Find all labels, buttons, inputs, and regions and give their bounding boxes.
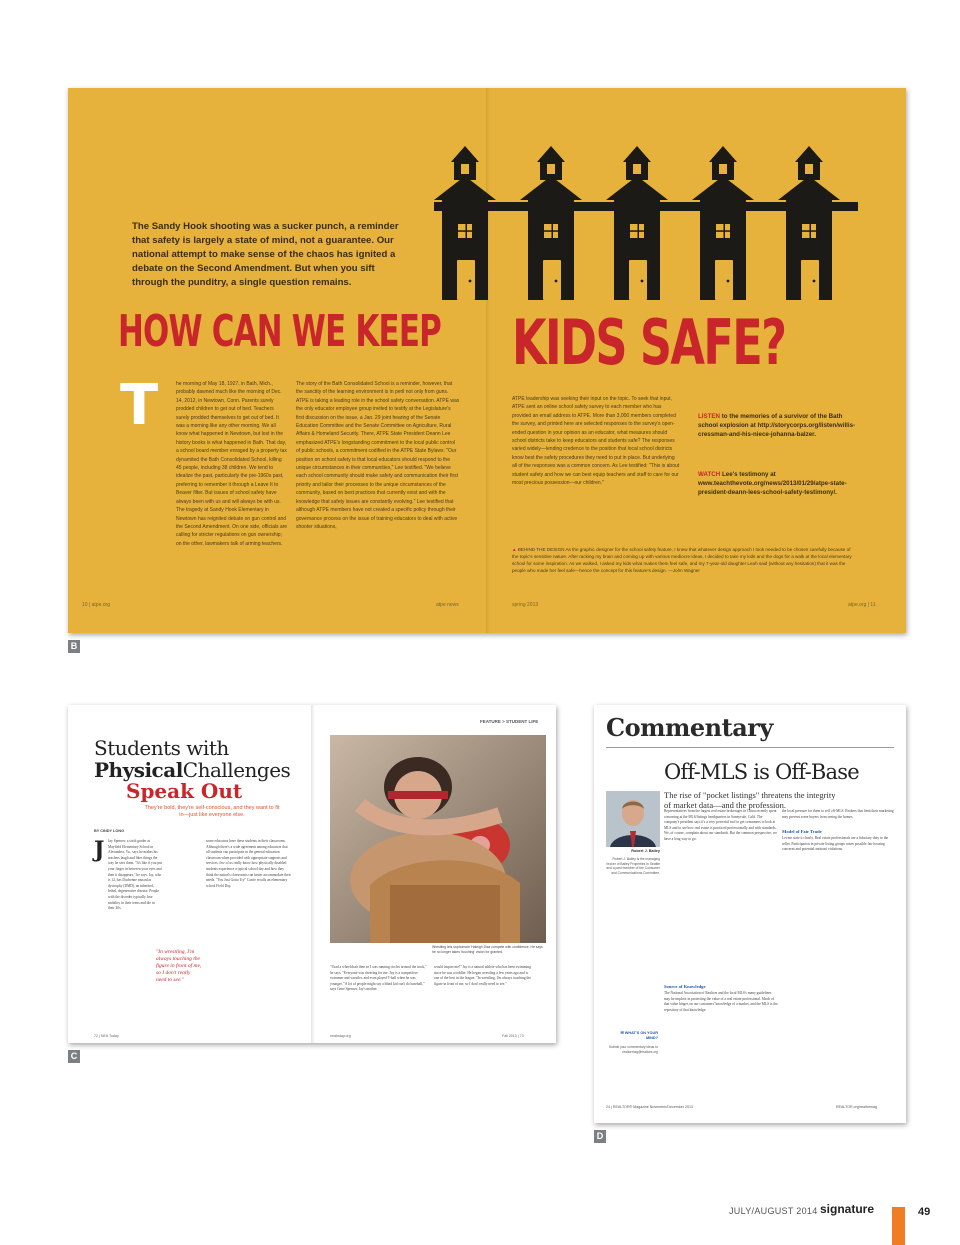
photo-caption: Wrestling lets sophomore Haleigh Diaz compete with confidence. He says he no longer takes 'touching' vision for granted. xyxy=(432,945,543,954)
drop-cap: J xyxy=(94,837,105,863)
folio-left: 72 | NEA Today xyxy=(94,1034,119,1038)
article-dek: The rise of "pocket listings" threatens the integrity of market data—and the profession. xyxy=(664,790,836,810)
spread-c-students-physical-challenges xyxy=(68,705,556,1043)
panel-label-d: D xyxy=(594,1130,606,1143)
body-column-2: some educators have these students in their classrooms. Although there's a wide agreement among educators that all students can participate in the general education classroom when provided with appropriate supports and services, few of us really know how physically disabled students experience a typical school day and how they think the nation's classrooms can better accommodate their needs. "You Just Gotta Try" Carrie recalls an elementary school Field Day. xyxy=(206,839,291,888)
drop-cap: T xyxy=(120,373,159,438)
body-column-1: Jay Spencer, a sixth grader at Mayfield Elementary School in Alexandria, Va., says he makes his teachers laugh and likes things the way he sees them. "It's like if you put your finger in between your eyes and then it disappears," he says. Jay, who is 12, has Duchenne muscular dystrophy (DMD), an inherited, lethal, degenerative disease. People with the disorder typically lose mobility in their teens and die in their 20s. xyxy=(108,839,162,911)
body-column-2: The story of the Bath Consolidated School is a reminder, however, that the sanctity of the learning environment is in peril not only from guns. ATPE is taking a leading role in the school safety conversation. ATPE was the only educator employee group invited to testify at the Legislature's first discussion on the issue, a Jan. 29 joint hearing of the Senate Education Committee and the Senate Committee on Agriculture, Rural Affairs & Homeland Security. There, ATPE State President Deann Lee emphasized ATPE's longstanding commitment to the local public control of public schools, a commitment codified in the ATPE State Bylaws. "Our position on school safety is that local educators should respond to the unique circumstances in their communities," Lee testified. "We believe each school community should make safety and communication their first priority and tailor their processes to the unique circumstances of the community, based on best practices that currently exist and with the knowledge that safety issues are constantly evolving." Lee testified that although ATPE members have not created a specific policy through their governance process on the issue of training educators to deal with active shooter situations, xyxy=(296,381,460,530)
body-column-4: would inspire me!" Jay is a natural athlete who has been swimming since he was a toddler. He began wrestling a few years ago and is one of the best in the league. "In wrestling, I'm always touching the figure in front of me, so I don't really need to see." xyxy=(434,965,531,986)
footer-brand: signature xyxy=(820,1202,875,1216)
byline: BY CINDY LONG xyxy=(94,829,125,833)
section-rule xyxy=(606,747,894,748)
footer-issue-date: JULY/AUGUST 2014 xyxy=(729,1206,818,1216)
title-bold-word: Physical xyxy=(94,758,183,782)
author-headshot xyxy=(606,791,660,847)
more-text: Submit your commentary ideas to realtormag@realtors.org xyxy=(608,1045,658,1054)
body-column-1: he morning of May 18, 1927, in Bath, Mich., probably dawned much like the morning of Dec. 14, 2012, in Newtown, Conn. Parents surely prodded children to get out of bed. Teachers surely prodded themselves to get out of bed. It was a morning like any other morning. We all know what happened in Newtown, but lost in the history books is what happened in Bath. That day, a school board member enraged by a property tax dynamited the Bath Consolidated School, killing 45 people, including 38 children. We tend to idealize the past, particularly the pre-1960s past, preferring to remember it through a Leave It to Beaver filter. But issues of school safety have always been with us and will always be with us. The tragedy at Sandy Hook Elementary in Newtown has reignited debate on gun control and the Second Amendment. On one side, officials are calling for stricter regulations on gun ownership; on the other, lawmakers talk of arming teachers. xyxy=(176,381,288,547)
folio-left: 10 | atpe.org xyxy=(82,602,110,608)
headline-left: HOW CAN WE KEEP xyxy=(118,306,441,357)
wrestlers-photo xyxy=(330,735,546,943)
listen-text: to the memories of a survivor of the Bath school explosion at http://storycorps.org/listen/willis-cressman-and-his-niece-johanna-balzer. xyxy=(698,413,856,438)
body-column-2: Let me state it clearly. Real estate professionals are a fiduciary duty to the seller. Participation in private listing groups raises possible fair housing concerns and potential antitrust violations. xyxy=(782,836,889,852)
footer-page-number: 49 xyxy=(918,1206,931,1218)
folio-center: spring 2013 xyxy=(512,602,539,608)
panel-label-c: C xyxy=(68,1050,80,1063)
listen-link[interactable] xyxy=(698,412,858,439)
title-line-3: Speak Out xyxy=(126,779,243,803)
body-column-3: "I had a wheelchair then so I was running circles around the track," he says. "Everyone was cheering for me. Jay is a competitive swimmer and wrestler, and even played T-ball when he was younger. "A lot of people might say a blind kid can't do baseball," says Gene Spencer, Jay's mother. xyxy=(330,965,427,992)
headline-right: KIDS SAFE? xyxy=(512,306,786,379)
footer-accent-bar xyxy=(892,1207,905,1245)
author-bio: Robert J. Bailey is the managing broker of Bailey Properties in Seattle and a past member of the Consumer and Communications Committee. xyxy=(606,857,660,875)
intro-paragraph: The Sandy Hook shooting was a sucker punch, a reminder that safety is largely a state of mind, not a guarantee. Our national attempt to make sense of the chaos has ignited a debate on the Second Amendment. But when you sift through the punditry, a single question remains. xyxy=(132,221,399,288)
folio-right: Fall 2013 | 73 xyxy=(502,1034,524,1038)
title-line-2 xyxy=(94,759,290,781)
kicker: FEATURE > STUDENT LIFE xyxy=(480,719,539,724)
panel-label-b: B xyxy=(68,640,80,653)
pull-quote: "In wrestling, I'm always touching the figure in front of me, so I don't really need to see." xyxy=(156,949,202,983)
schoolhouse-people-illustration xyxy=(426,128,866,300)
body-column-2-top: the local pressure for them to sell off-MLS. Brokers that limit their marketing may prevent some buyers from seeing the homes. xyxy=(782,809,894,819)
watch-text: Lee's testimony at www.teachthevote.org/news/2013/01/29/atpe-state-president-deann-lees-school-safety-testimony/. xyxy=(698,471,847,496)
more-label-text: WHAT'S ON YOUR MIND? xyxy=(624,1031,658,1040)
subhead-model-of-fair-trade: Model of Fair Trade xyxy=(782,829,822,834)
subhead-source-of-knowledge: Source of Knowledge xyxy=(664,984,706,989)
section-title: Commentary xyxy=(606,713,773,742)
folio-center: neatoday.org xyxy=(330,1034,351,1038)
body-column-3: ATPE leadership was seeking their input on the topic. To seek that input, ATPE sent an online school safety survey to each member who has provided an email address to ATPE. More than 3,000 members completed the survey, and printed here are selected responses to the survey's open-ended question in your opinion as an educator, what measures should school districts take to keep educators and students safe? The responses varied widely—lending credence to the position that local school districts know best the safety procedures they need to put in place. But underlying all of the responses was a common concern. As Lee testified: "This is about student safety and how we can best equip teachers and staff to care for our most precious possession—our children." xyxy=(512,396,680,487)
warning-triangle-icon: ▲ xyxy=(512,547,517,552)
design-note-text: BEHIND THE DESIGN As the graphic designer for the school safety feature, I knew that whatever design approach I took needed to be chosen carefully because of the topic's sensitive nature. After racking my brain and coming up with various mediocre ideas, I decided to take my kids and the dogs for a walk at the local elementary school for some inspiration. As we walked, I asked my kids what makes them feel safe, and my 7-year-old daughter Leah said (without any hesitation) that it was the people who made her feel safe—hence the concept for this feature's design. —John Wagner xyxy=(512,547,852,573)
watch-lead: WATCH xyxy=(698,471,721,478)
dek: They're bold, they're self-conscious, and they want to fit in—just like everyone else. xyxy=(144,805,280,818)
body-column-1: Representatives from the largest real estate brokerages in China recently spent a morning at the MLS/listings headquarters in Sunnyvale, Calif. The company's president says it's a very powerful tool to get consumers to look at MLS and to see how real estate is practiced professionally and with standards. We, of course, complain about our standards. But the common perspective, we have a long way to go. xyxy=(664,809,777,841)
listen-lead: LISTEN xyxy=(698,413,721,420)
title-rest: Challenges xyxy=(182,758,291,782)
folio-left-section: atpe news xyxy=(436,602,459,608)
folio-left: 24 | REALTOR® Magazine November/December 2013 xyxy=(606,1105,693,1109)
watch-link[interactable] xyxy=(698,470,858,497)
speech-bubble-icon: ✉ xyxy=(620,1031,624,1035)
title-line-1: Students with xyxy=(94,736,229,760)
folio-right: REALTOR.org/realtormag xyxy=(836,1105,878,1109)
folio-right: atpe.org | 11 xyxy=(848,602,876,608)
body-column-1b: The National Association of Realtors and the local MLS's many guidelines may be implicit in protecting the value of a real estate professional. Much of that value hinges on our customers' knowledge of a market, and the MLS is the repository of that knowledge. xyxy=(664,991,778,1012)
author-name: Robert J. Bailey xyxy=(631,849,660,853)
design-note xyxy=(512,546,858,588)
article-title: Off-MLS is Off-Base xyxy=(664,760,859,784)
spread-b-school-safety xyxy=(68,88,906,633)
page-d-commentary xyxy=(594,705,906,1123)
more-label xyxy=(608,1031,658,1041)
spread-gutter xyxy=(311,705,315,1043)
